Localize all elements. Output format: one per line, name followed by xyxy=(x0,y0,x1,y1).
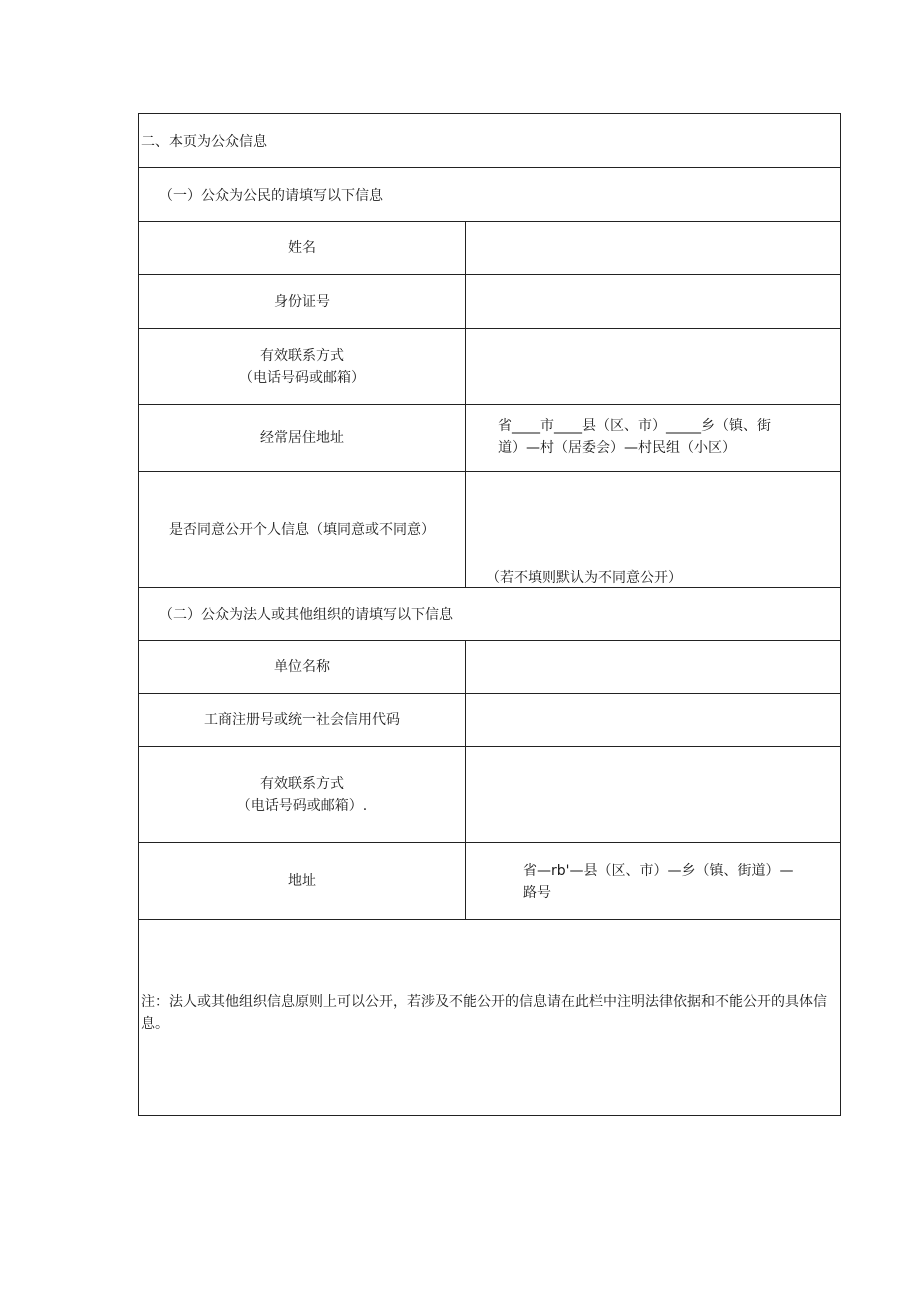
citizen-residence-label: 经常居住地址 xyxy=(139,405,466,471)
org-contact-sub: （电话号码或邮箱）. xyxy=(236,797,368,814)
org-contact-label: 有效联系方式 （电话号码或邮箱）. xyxy=(139,747,466,842)
citizen-residence-field[interactable] xyxy=(466,405,840,471)
residence-line-1: 省____市____县（区、市）_____乡（镇、街 xyxy=(498,418,771,434)
org-heading: （二）公众为法人或其他组织的请填写以下信息 xyxy=(159,607,453,623)
org-reg-field[interactable] xyxy=(466,694,840,746)
section-title: 二、本页为公众信息 xyxy=(141,134,267,150)
citizen-residence-row xyxy=(139,405,840,472)
note-row[interactable] xyxy=(139,920,840,1115)
citizen-name-row xyxy=(139,222,840,275)
citizen-contact-field[interactable] xyxy=(466,329,840,404)
citizen-consent-row xyxy=(139,472,840,588)
citizen-contact-label: 有效联系方式 （电话号码或邮箱） xyxy=(139,329,466,404)
org-contact-field[interactable] xyxy=(466,747,840,842)
public-info-form xyxy=(138,113,841,1116)
citizen-contact-sub: （电话号码或邮箱） xyxy=(239,369,365,386)
citizen-id-field[interactable] xyxy=(466,275,840,328)
org-address-row xyxy=(139,843,840,920)
consent-hint: （若不填则默认为不同意公开） xyxy=(486,570,682,586)
citizen-name-label: 姓名 xyxy=(139,222,466,274)
citizen-id-label: 身份证号 xyxy=(139,275,466,328)
org-reg-row xyxy=(139,694,840,747)
org-address-label: 地址 xyxy=(139,843,466,919)
citizen-id-row xyxy=(139,275,840,329)
org-reg-label: 工商注册号或统一社会信用代码 xyxy=(139,694,466,746)
residence-line-2: 道）—村（居委会）—村民组（小区） xyxy=(498,440,736,456)
citizen-consent-field[interactable] xyxy=(466,472,840,587)
org-address-line-2: 路号 xyxy=(523,885,551,901)
org-heading-row xyxy=(139,588,840,641)
org-unit-row xyxy=(139,641,840,694)
citizen-name-field[interactable] xyxy=(466,222,840,274)
note-text: 注：法人或其他组织信息原则上可以公开，若涉及不能公开的信息请在此栏中注明法律依据和不能公开的具体信息。 xyxy=(141,994,827,1032)
org-unit-field[interactable] xyxy=(466,641,840,693)
org-address-line-1: 省—rb'—县（区、市）—乡（镇、街道）— xyxy=(523,863,794,879)
citizen-contact-row xyxy=(139,329,840,405)
org-contact-row xyxy=(139,747,840,843)
org-unit-label: 单位名称 xyxy=(139,641,466,693)
org-address-field[interactable] xyxy=(466,843,840,919)
citizen-heading-row xyxy=(139,168,840,222)
citizen-consent-label: 是否同意公开个人信息（填同意或不同意） xyxy=(139,472,466,587)
section-title-row xyxy=(139,114,840,168)
citizen-heading: （一）公众为公民的请填写以下信息 xyxy=(159,188,383,204)
